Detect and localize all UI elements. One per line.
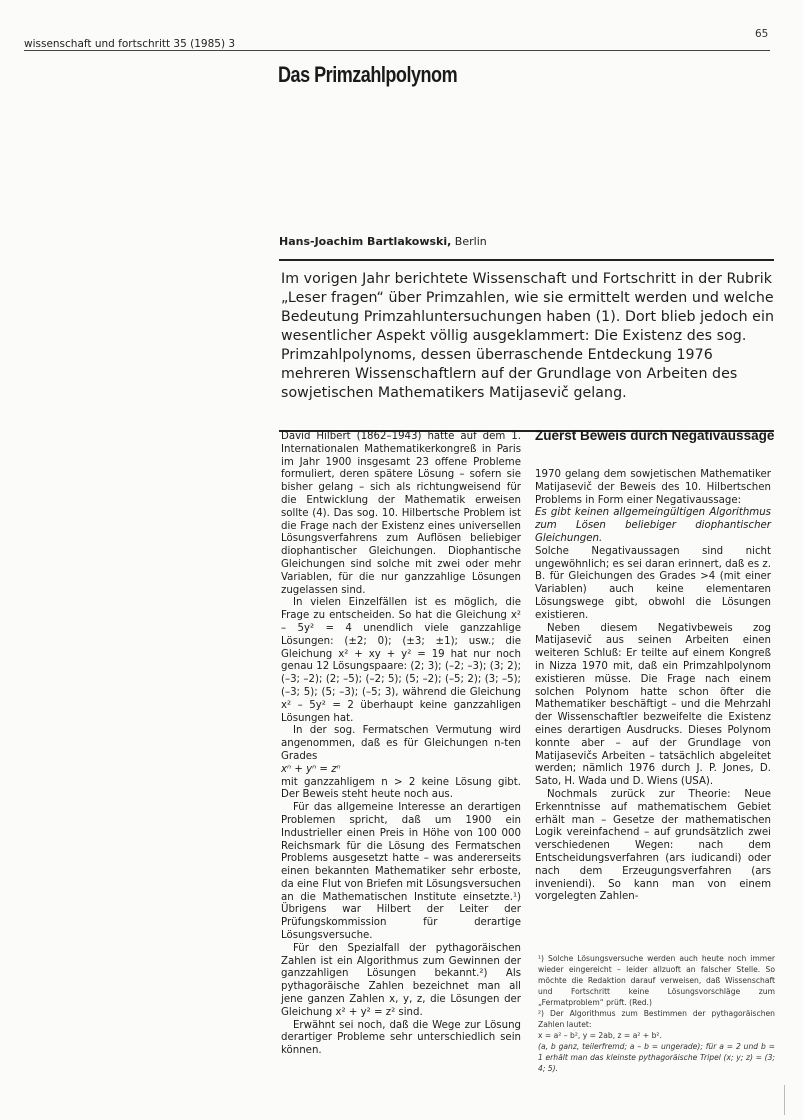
body-paragraph: 1970 gelang dem sowjetischen Mathematiker Matijasevič der Beweis des 10. Hilbertschen Problems in Form einer Negativaussage: — [535, 469, 771, 506]
page-number: 65 — [755, 28, 769, 40]
footnote: x = a² – b², y = 2ab, z = a² + b². — [538, 1031, 662, 1040]
body-paragraph: xⁿ + yⁿ = zⁿ — [281, 763, 341, 775]
footnote: ¹) Solche Lösungsversuche werden auch heute noch immer wieder eingereicht – leider allzuoft an falscher Stelle. So möchte die Redaktion darauf verweisen, daß Wissenschaft und Fortschritt keine Lösungsvorschläge zum „Fermatproblem“ prüft. (Red.) — [538, 954, 775, 1007]
body-paragraph: Für den Spezialfall der pythagoräischen Zahlen ist ein Algorithmus zum Gewinnen der ganzzahligen Lösungen bekannt.²) Als pythagoräische Zahlen bezeichnet man all jene ganzen Zahlen x, y, z, die Lösungen der Gleichung x² + y² = z² sind. — [281, 942, 521, 1018]
journal-header: wissenschaft und fortschritt 35 (1985) 3 — [24, 38, 236, 50]
footnote: (a, b ganz, teilerfremd; a – b = ungerade); für a = 2 und b = 1 erhält man das kleinste pythagoräische Tripel (x; y; z) = (3; 4; 5). — [538, 1042, 775, 1073]
author-line — [279, 235, 487, 248]
body-paragraph: Nochmals zurück zur Theorie: Neue Erkenntnisse auf mathematischem Gebiet erhält man – Gesetze der mathematischen Logik vereinfachend – auf grundsätzlich zwei verschiedenen Wegen: nach dem Entscheidungsverfahren (ars iudicandi) oder nach dem Erzeugungsverfahren (ars inveniendi). So kann man von einem vorgelegten Zahlen- — [535, 788, 771, 903]
article-title: Das Primzahlpolynom — [278, 62, 458, 87]
footnotes — [538, 953, 775, 1074]
body-paragraph: mit ganzzahligem n > 2 keine Lösung gibt. Der Beweis steht heute noch aus. — [281, 776, 521, 801]
abstract: Im vorigen Jahr berichtete Wissenschaft und Fortschritt in der Rubrik „Leser fragen“ über Primzahlen, wie sie ermittelt werden und welche Bedeutung Primzahluntersuchungen haben (1). Dort blieb jedoch ein wesentlicher Aspekt völlig ausgeklammert: Die Existenz des sog. Primzahlpolynoms, dessen überraschende Entdeckung 1976 mehreren Wissenschaftlern auf der Grundlage von Arbeiten des sowjetischen Mathematikers Matijasevič gelang. — [281, 271, 774, 401]
right-column — [535, 469, 771, 904]
header-rule — [24, 50, 770, 51]
body-paragraph: Solche Negativaussagen sind nicht ungewöhnlich; es sei daran erinnert, daß es z. B. für Gleichungen des Grades >4 (mit einer Variablen) auch keine elementaren Lösungswege gibt, obwohl die Lösungen existieren. — [535, 545, 771, 621]
body-paragraph: David Hilbert (1862–1943) hatte auf dem 1. Internationalen Mathematikerkongreß in Paris im Jahr 1900 insgesamt 23 offene Probleme formuliert, deren spätere Lösung – sofern sie bisher gelang – sich als richtungweisend für die Entwicklung der Mathematik erweisen sollte (4). Das sog. 10. Hilbertsche Problem ist die Frage nach der Existenz eines universellen Lösungsverfahrens zum Auflösen beliebiger diophantischer Gleichungen. Diophantische Gleichungen sind solche mit zwei oder mehr Variablen, für die nur ganzzahlige Lösungen zugelassen sind. — [281, 431, 521, 596]
body-paragraph: Es gibt keinen allgemeingültigen Algorithmus zum Lösen beliebiger diophantischer Gleichungen. — [535, 507, 771, 544]
body-paragraph: Für das allgemeine Interesse an derartigen Problemen spricht, daß um 1900 ein Industrieller einen Preis in Höhe von 100 000 Reichsmark für die Lösung des Fermatschen Problems ausgesetzt hatte – was andererseits einen bekannten Mathematiker sehr erboste, da eine Flut von Briefen mit Lösungsversuchen an die Mathematischen Institute einsetzte.¹) Übrigens war Hilbert der Leiter der Prüfungskommission für derartige Lösungsversuche. — [281, 802, 521, 942]
author-place: Berlin — [454, 235, 487, 248]
scan-mark — [781, 1085, 785, 1115]
section-heading: Zuerst Beweis durch Negativaussage — [535, 428, 775, 443]
body-paragraph: In der sog. Fermatschen Vermutung wird angenommen, daß es für Gleichungen n-ten Grades — [281, 725, 521, 762]
left-column — [281, 431, 521, 1058]
author-name: Hans-Joachim Bartlakowski, — [279, 235, 452, 248]
body-paragraph: Neben diesem Negativbeweis zog Matijasevič aus seinen Arbeiten einen weiteren Schluß: Er teilte auf einem Kongreß in Nizza 1970 mit, daß ein Primzahlpolynom existieren müsse. Die Frage nach einem solchen Polynom hatte schon öfter die Mathematiker beschäftigt – und die Mehrzahl der Wissenschaftler bezweifelte die Existenz eines derartigen Ausdrucks. Dieses Polynom konnte aber – auf der Grundlage von Matijasevičs Arbeiten – tatsächlich abgeleitet werden; nämlich 1976 durch J. P. Jones, D. Sato, H. Wada und D. Wiens (USA). — [535, 622, 771, 788]
abstract-rule-top — [279, 259, 774, 261]
body-paragraph: In vielen Einzelfällen ist es möglich, die Frage zu entscheiden. So hat die Gleichung x² – 5y² = 4 unendlich viele ganzzahlige Lösungen: (±2; 0); (±3; ±1); usw.; die Gleichung x² + xy + y² = 19 hat nur noch genau 12 Lösungspaare: (2; 3); (–2; –3); (3; 2); (–3; –2); (2; –5); (–2; 5); (5; –2); (–5; 2); (3; –5); (–3; 5); (5; –3); (–5; 3), während die Gleichung x² – 5y² = 2 überhaupt keine ganzzahligen Lösungen hat. — [281, 597, 521, 724]
footnote: ²) Der Algorithmus zum Bestimmen der pythagoräischen Zahlen lautet: — [538, 1009, 775, 1029]
body-paragraph: Erwähnt sei noch, daß die Wege zur Lösung derartiger Probleme sehr unterschiedlich sein können. — [281, 1019, 521, 1057]
